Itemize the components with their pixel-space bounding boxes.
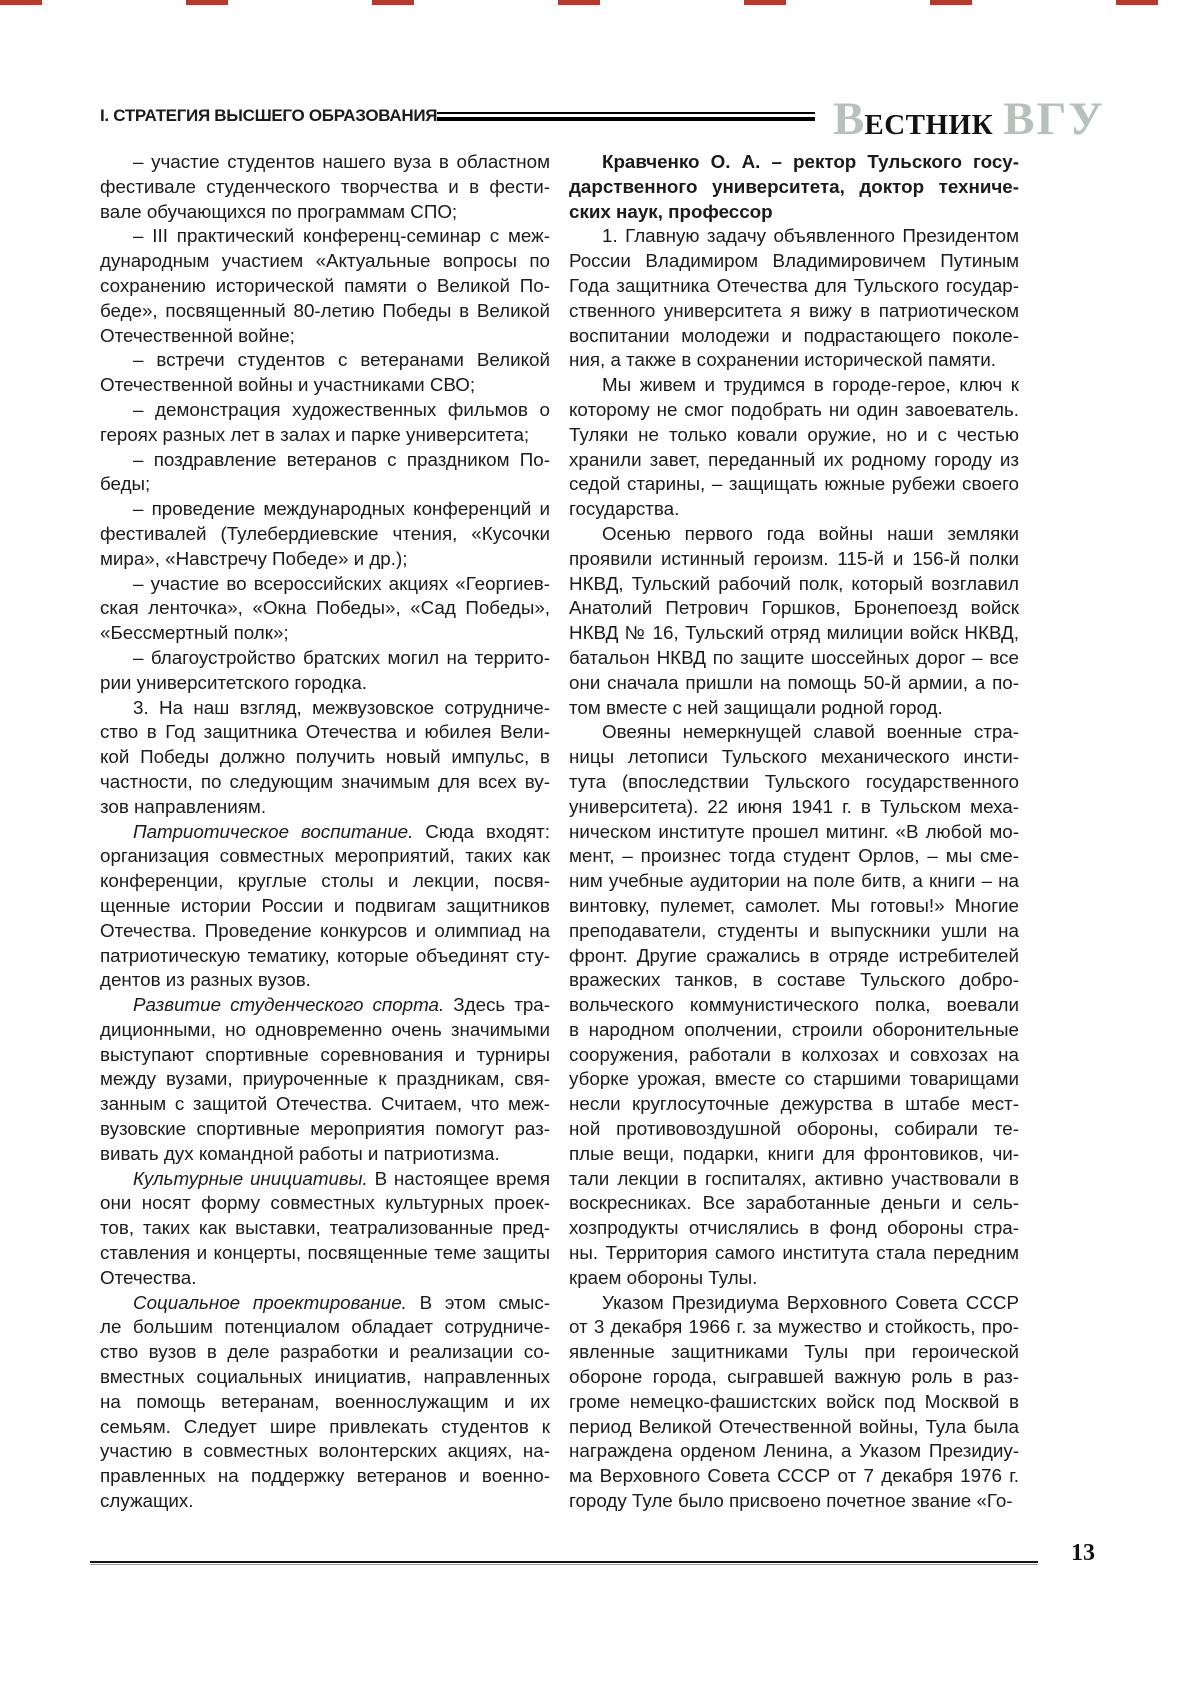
- text-line: от 3 декабря 1966 г. за мужество и стойкость, про-: [569, 1316, 1019, 1338]
- text-line: патриотическую тематику, которые объединят сту-: [100, 944, 550, 966]
- text-line: между вузами, приуроченные к праздникам, свя-: [100, 1068, 550, 1090]
- paragraph: [569, 150, 1019, 224]
- text-line: обороне города, сыгравшей важную роль в раз-: [569, 1366, 1019, 1388]
- text-line: выступают спортивные соревнования и турниры: [100, 1043, 550, 1065]
- text-line: ле большим потенциалом обладает сотрудниче-: [100, 1316, 550, 1338]
- text-line: служащих.: [100, 1490, 194, 1512]
- paragraph: [100, 1167, 550, 1291]
- text-line: преподаватели, студенты и выпускники ушли на: [569, 919, 1019, 941]
- text-line: – участие студентов нашего вуза в областном: [133, 151, 550, 172]
- text-line: Года защитника Отечества для Тульского государ-: [569, 274, 1019, 296]
- text-line: городу Туле было присвоено почетное звание «Го-: [569, 1490, 1013, 1512]
- text-line: – благоустройство братских могил на террито-: [133, 646, 550, 668]
- text-line: Социальное проектирование. В этом смыс-: [133, 1291, 550, 1313]
- text-line: 3. На наш взгляд, межвузовское сотрудниче-: [133, 696, 550, 718]
- text-line: НКВД, Тульский рабочий полк, который возглавил: [569, 572, 1019, 594]
- text-line: ной противовоздушной обороны, собирали те-: [569, 1118, 1019, 1140]
- text-line: беде», посвященный 80-летию Победы в Великой: [100, 299, 550, 321]
- paragraph: [569, 1291, 1019, 1514]
- paragraph: [569, 720, 1019, 1290]
- text-line: вместных социальных инициатив, направленных: [100, 1366, 550, 1388]
- text-line: диционными, но одновременно очень значимыми: [100, 1018, 550, 1040]
- text-line: ственного университета я вижу в патриотическом: [569, 299, 1019, 321]
- text-line: дентов из разных вузов.: [100, 969, 311, 991]
- text-line: семьям. Следует шире привлекать студентов к: [100, 1415, 550, 1437]
- text-line: явленные защитниками Тулы при героической: [569, 1341, 1019, 1363]
- text-line: Осенью первого года войны наши земляки: [602, 522, 1019, 544]
- paragraph: [100, 224, 550, 348]
- text-line: организация совместных мероприятий, таких как: [100, 845, 550, 867]
- text-line: вале обучающихся по программам СПО;: [100, 200, 458, 222]
- top-edge-marks: [0, 0, 1200, 5]
- italic-lead-in: Социальное проектирование.: [133, 1291, 407, 1313]
- text-line: вольческого коммунистического полка, воевали: [569, 994, 1019, 1016]
- text-line: они носят форму совместных культурных проек-: [100, 1192, 550, 1214]
- text-line: Анатолий Петрович Горшков, Бронепоезд войск: [569, 597, 1019, 619]
- text-line: кой Победы должно получить новый импульс, в: [100, 746, 550, 768]
- text-line: проявили истинный героизм. 115-й и 156-й полки: [569, 547, 1019, 569]
- text-line: винтовку, пулемет, самолет. Мы готовы!» Многие: [569, 894, 1019, 916]
- text-line: – демонстрация художественных фильмов о: [133, 398, 550, 420]
- text-line: тута (впоследствии Тульского государственного: [569, 770, 1019, 792]
- text-line: Указом Президиума Верховного Совета СССР: [602, 1291, 1019, 1313]
- paragraph: [100, 348, 550, 398]
- text-line: ство в Год защитника Отечества и юбилея Вели-: [100, 721, 550, 743]
- paragraph: [100, 696, 550, 820]
- text-line: щенные истории России и подвигам защитников: [100, 894, 550, 916]
- text-line: на помощь ветеранам, военнослужащим и их: [100, 1390, 550, 1412]
- text-line: дарственного университета, доктор техниче-: [569, 175, 1019, 197]
- text-line: седой старины, – защищать южные рубежи своего: [569, 473, 1019, 495]
- text-line: сооружения, работали в колхозах и совхозах на: [569, 1043, 1019, 1065]
- journal-logo: [833, 93, 1105, 145]
- text-line: России Владимиром Владимировичем Путиным: [569, 250, 1019, 272]
- paragraph: [100, 572, 550, 646]
- paragraph: [100, 646, 550, 696]
- paragraph: [100, 1291, 550, 1514]
- text-line: занным с защитой Отечества. Считаем, что меж-: [100, 1093, 550, 1115]
- italic-lead-in: Культурные инициативы.: [133, 1167, 368, 1189]
- text-line: Туляки не только ковали оружие, но и с честью: [569, 423, 1019, 445]
- text-line: плые вещи, подарки, книги для фронтовиков, чи-: [569, 1142, 1019, 1164]
- paragraph: [100, 150, 550, 224]
- text-line: ство вузов в деле разработки и реализации со-: [100, 1341, 550, 1363]
- text-line: ставления и концерты, посвященные теме защиты: [100, 1242, 550, 1264]
- text-line: университета). 22 июня 1941 г. в Тульском меха-: [569, 795, 1019, 817]
- text-line: Культурные инициативы. В настоящее время: [133, 1167, 550, 1189]
- text-line: – поздравление ветеранов с праздником По-: [133, 448, 550, 470]
- italic-lead-in: Патриотическое воспитание.: [133, 820, 414, 842]
- left-column: [100, 150, 550, 1514]
- text-line: ма Верховного Совета СССР от 7 декабря 1976 г.: [569, 1465, 1019, 1487]
- text-line: – встречи студентов с ветеранами Великой: [133, 349, 550, 371]
- paragraph: [100, 497, 550, 571]
- footer-rule: [90, 1561, 1038, 1565]
- text-line: несли круглосуточные дежурства в штабе мест-: [569, 1093, 1019, 1115]
- text-line: уборке урожая, вместе со старшими товарищами: [569, 1068, 1019, 1090]
- text-line: которому не смог подобрать ни один завоеватель.: [569, 398, 1019, 420]
- text-line: фестивале студенческого творчества и в фести-: [100, 175, 550, 197]
- header-double-rule: [437, 112, 815, 121]
- text-line: ны. Территория самого института стала передним: [569, 1242, 1019, 1264]
- paragraph: [100, 448, 550, 498]
- text-line: Кравченко О. А. – ректор Тульского госу-: [602, 151, 1019, 172]
- text-line: дународным участием «Актуальные вопросы по: [100, 250, 550, 272]
- text-line: тов, таких как выставки, театрализованные пред-: [100, 1217, 550, 1239]
- paragraph: [100, 820, 550, 994]
- text-line: – участие во всероссийских акциях «Георгиев-: [133, 572, 550, 594]
- text-line: Отечества.: [100, 1266, 197, 1288]
- text-line: мент, – произнес тогда студент Орлов, – мы сме-: [569, 845, 1019, 867]
- text-line: героях разных лет в залах и парке университета;: [100, 423, 530, 445]
- text-line: НКВД № 16, Тульский отряд милиции войск НКВД,: [569, 622, 1019, 644]
- text-line: тали лекции в госпиталях, активно участвовали в: [569, 1167, 1019, 1189]
- text-line: Развитие студенческого спорта. Здесь тра-: [133, 994, 550, 1016]
- paragraph: [569, 373, 1019, 522]
- text-line: сохранению исторической памяти о Великой По-: [100, 274, 550, 296]
- text-line: ним учебные аудитории на поле битв, а книги – на: [569, 870, 1019, 892]
- text-line: Мы живем и трудимся в городе-герое, ключ к: [602, 374, 1019, 396]
- text-line: беды;: [100, 473, 151, 495]
- page-number: 13: [1071, 1540, 1095, 1566]
- journal-logo-name: ЕСТНИК: [864, 109, 994, 141]
- text-line: период Великой Отечественной войны, Тула была: [569, 1415, 1019, 1437]
- text-line: Отечественной войне;: [100, 324, 295, 346]
- text-line: «Бессмертный полк»;: [100, 622, 289, 644]
- text-line: конференции, круглые столы и лекции, посвя-: [100, 870, 550, 892]
- text-line: в народном ополчении, строили оборонительные: [569, 1018, 1019, 1040]
- text-line: мира», «Навстречу Победе» и др.);: [100, 547, 408, 569]
- text-line: ских наук, профессор: [569, 200, 773, 222]
- right-column: [569, 150, 1019, 1514]
- text-line: частности, по следующим значимым для всех ву-: [100, 770, 550, 792]
- text-line: воскресниках. Все заработанные деньги и сель-: [569, 1192, 1019, 1214]
- text-line: ницы летописи Тульского механического инсти-: [569, 746, 1019, 768]
- text-line: 1. Главную задачу объявленного Президентом: [602, 225, 1019, 247]
- paragraph: [569, 522, 1019, 720]
- text-line: вражеских танков, в составе Тульского добро-: [569, 969, 1019, 991]
- section-title: I. СТРАТЕГИЯ ВЫСШЕГО ОБРАЗОВАНИЯ: [100, 106, 438, 125]
- text-line: участию в совместных волонтерских акциях, на-: [100, 1440, 550, 1462]
- text-line: громе немецко-фашистских войск под Москвой в: [569, 1390, 1019, 1412]
- text-line: хозпродукты отчислялись в фонд обороны стра-: [569, 1217, 1019, 1239]
- text-line: хранили завет, переданный их родному городу из: [569, 448, 1019, 470]
- text-line: том вместе с ней защищали родной город.: [569, 696, 943, 718]
- paragraph: [100, 398, 550, 448]
- text-line: государства.: [569, 498, 680, 520]
- text-line: вивать дух командной работы и патриотизма.: [100, 1142, 500, 1164]
- text-line: ская ленточка», «Окна Победы», «Сад Победы»,: [100, 597, 550, 619]
- text-line: Отечественной войны и участниками СВО;: [100, 374, 476, 396]
- text-line: вузовские спортивные мероприятия помогут раз-: [100, 1118, 550, 1140]
- text-line: – III практический конференц-семинар с меж-: [133, 225, 550, 247]
- journal-logo-abbr: ВГУ: [1003, 93, 1105, 145]
- text-line: ническом институте прошел митинг. «В любой мо-: [569, 820, 1019, 842]
- text-line: воспитании молодежи и подрастающего поколе-: [569, 324, 1019, 346]
- paragraph: [569, 224, 1019, 373]
- text-line: фронт. Другие сражались в отряде истребителей: [569, 944, 1019, 966]
- text-line: фестивалей (Тулебердиевские чтения, «Кусочки: [100, 522, 550, 544]
- text-line: краем обороны Тулы.: [569, 1266, 758, 1288]
- text-line: Отечества. Проведение конкурсов и олимпиад на: [100, 919, 550, 941]
- journal-logo-initial: В: [833, 93, 865, 145]
- text-line: Патриотическое воспитание. Сюда входят:: [133, 820, 550, 842]
- italic-lead-in: Развитие студенческого спорта.: [133, 994, 445, 1016]
- text-line: – проведение международных конференций и: [133, 498, 550, 520]
- text-line: они сначала пришли на помощь 50-й армии, а по-: [569, 671, 1019, 693]
- text-line: правленных на поддержку ветеранов и военно-: [100, 1465, 550, 1487]
- text-line: рии университетского городка.: [100, 671, 368, 693]
- two-column-text: [100, 150, 1019, 1514]
- text-line: награждена орденом Ленина, а Указом Президиу-: [569, 1440, 1019, 1462]
- text-line: Овеяны немеркнущей славой военные стра-: [602, 721, 1019, 743]
- text-line: ния, а также в сохранении исторической памяти.: [569, 349, 996, 371]
- paragraph: [100, 993, 550, 1167]
- text-line: зов направлениям.: [100, 795, 267, 817]
- text-line: батальон НКВД по защите шоссейных дорог – все: [569, 646, 1019, 668]
